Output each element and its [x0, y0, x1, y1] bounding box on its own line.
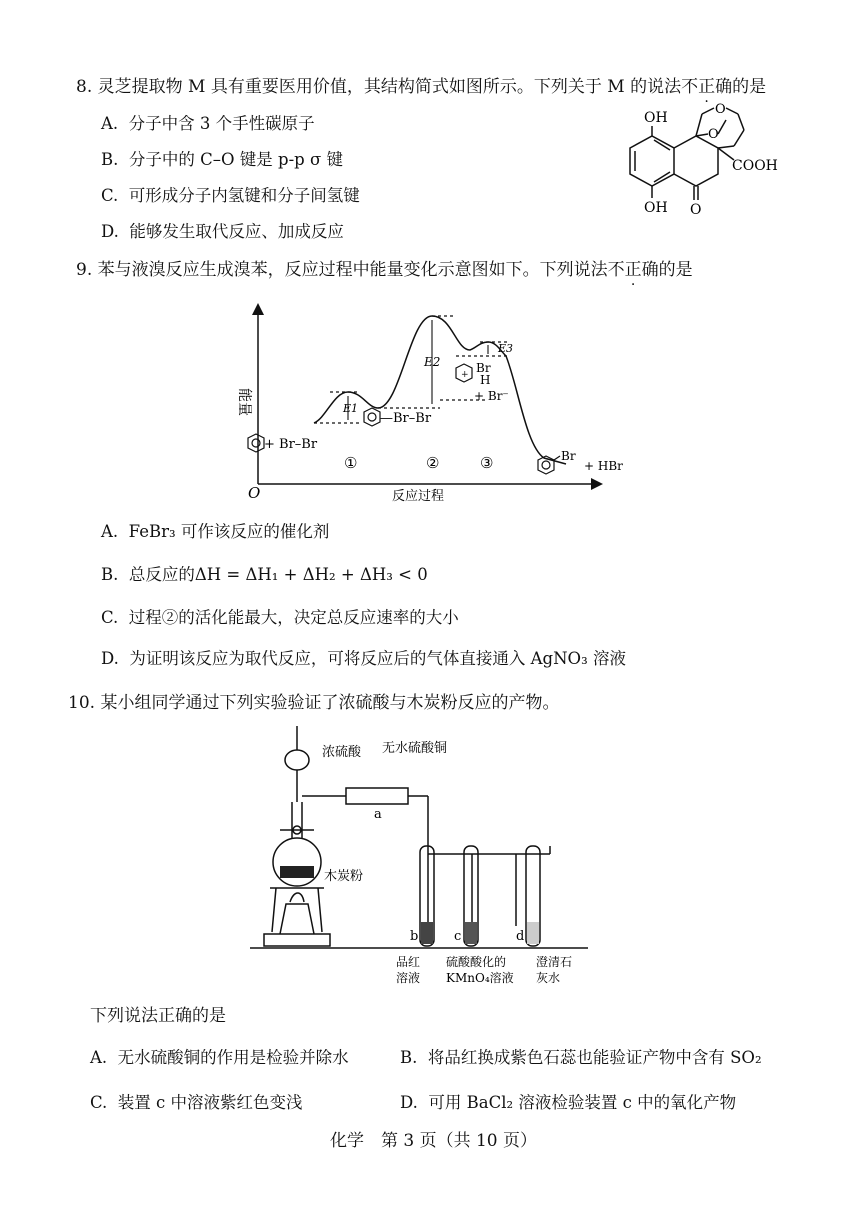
q8-option-b[interactable]	[101, 149, 343, 171]
d-reagent-line1: 澄清石	[536, 955, 573, 969]
step-2-label: ②	[426, 454, 440, 472]
apparatus-figure	[250, 726, 610, 996]
liquid-c	[465, 922, 477, 944]
option-text: 无水硫酸铜的作用是检验并除水	[117, 1048, 349, 1067]
c-reagent-line1: 硫酸酸化的	[446, 955, 507, 969]
benzene-reactant-icon	[248, 434, 264, 452]
q10-option-b[interactable]	[400, 1047, 762, 1069]
option-text: 装置 c 中溶液紫红色变浅	[117, 1093, 303, 1112]
q9-option-a[interactable]	[101, 521, 329, 543]
svg-text:+: +	[461, 370, 469, 380]
sigma-complex-icon	[456, 364, 472, 382]
carbon-label: 木炭粉	[324, 869, 364, 884]
question-text: 某小组同学通过下列实验验证了浓硫酸与木炭粉反应的产物。	[100, 693, 560, 713]
option-key: D.	[101, 222, 119, 241]
cuso4-label: 无水硫酸铜	[382, 741, 448, 756]
oh-bottom-label: OH	[644, 200, 668, 216]
label-a: a	[374, 807, 382, 822]
question-9-stem	[76, 259, 693, 281]
e3-label: E3	[498, 342, 514, 355]
option-text: 分子中含 3 个手性碳原子	[128, 114, 315, 133]
q10-option-d[interactable]	[400, 1092, 736, 1114]
liquid-b	[421, 922, 433, 944]
b-reagent-line1: 品红	[396, 955, 421, 969]
option-key: C.	[101, 186, 119, 205]
option-key: B.	[400, 1048, 418, 1067]
q9-option-d[interactable]	[101, 648, 626, 670]
liquid-d	[527, 922, 539, 944]
ring-o-label: O	[715, 102, 726, 117]
q8-option-c[interactable]	[101, 185, 360, 207]
e2-label: E2	[424, 355, 441, 369]
d-reagent-line2: 灰水	[536, 971, 561, 985]
x-axis-label: 反应过程	[392, 489, 445, 504]
product-hbr-label: + HBr	[584, 459, 623, 473]
benzene-complex-icon	[364, 408, 380, 426]
reactants-label: + Br–Br	[264, 437, 318, 452]
question-text: 灵芝提取物 M 具有重要医用价值，其结构简式如图所示。下列关于 M 的说法	[97, 77, 682, 97]
intermediate-1-label: —Br–Br	[380, 411, 432, 426]
ketone-o-label: O	[690, 202, 702, 218]
intermediate-2-ion: + Br⁻	[474, 389, 509, 403]
question-number: 8.	[76, 77, 93, 97]
option-key: D.	[101, 649, 119, 668]
product-br-label: Br	[561, 449, 576, 463]
y-axis-label: 能量	[236, 388, 252, 416]
option-text: 为证明该反应为取代反应，可将反应后的气体直接通入 AgNO₃ 溶液	[129, 649, 626, 668]
label-d: d	[516, 929, 525, 944]
question-number: 10.	[68, 693, 96, 713]
q10-option-a[interactable]	[90, 1047, 349, 1069]
carbon-powder	[280, 866, 314, 878]
option-text: 分子中的 C–O 键是 p-p σ 键	[128, 150, 343, 169]
q9-option-b[interactable]	[101, 564, 428, 586]
option-text: 将品红换成紫色石蕊也能验证产物中含有 SO₂	[427, 1048, 762, 1067]
option-text: FeBr₃ 可作该反应的催化剂	[128, 522, 330, 541]
b-reagent-line2: 溶液	[396, 971, 421, 985]
c-reagent-line2: KMnO₄溶液	[446, 971, 514, 985]
oh-top-label: OH	[644, 110, 668, 126]
bridge-o-label: O	[708, 127, 719, 142]
option-text: 总反应的ΔH = ΔH₁ + ΔH₂ + ΔH₃ < 0	[128, 565, 428, 584]
option-key: B.	[101, 150, 119, 169]
option-key: A.	[101, 114, 119, 133]
option-key: C.	[101, 608, 119, 627]
option-key: A.	[101, 522, 119, 541]
page-footer: 化学 第 3 页（共 10 页）	[329, 1131, 538, 1151]
option-text: 过程②的活化能最大，决定总反应速率的大小	[128, 608, 459, 627]
label-b: b	[410, 929, 419, 944]
option-text: 可用 BaCl₂ 溶液检验装置 c 中的氧化产物	[428, 1093, 737, 1112]
q8-option-a[interactable]	[101, 113, 315, 135]
q9-option-c[interactable]	[101, 607, 459, 629]
energy-diagram	[230, 296, 650, 506]
option-text: 可形成分子内氢键和分子间氢键	[128, 186, 360, 205]
option-key: C.	[90, 1093, 108, 1112]
intermediate-2-h: H	[480, 373, 491, 387]
step-1-label: ①	[344, 454, 358, 472]
question-tail: 的是	[732, 77, 767, 97]
question-text: 苯与液溴反应生成溴苯，反应过程中能量变化示意图如下。下列说法	[97, 260, 608, 280]
intermediate-2-br: Br	[476, 361, 491, 375]
origin-label: O	[248, 484, 261, 502]
question-tail: 的是	[658, 260, 693, 280]
emphasis-negation: 不正确	[607, 260, 659, 280]
label-c: c	[454, 929, 462, 944]
question-number: 9.	[76, 260, 93, 280]
question-8-stem	[76, 76, 766, 98]
structure-m-figure	[590, 100, 790, 240]
emphasis-negation: 不正确	[681, 77, 733, 97]
option-key: A.	[90, 1048, 108, 1067]
question-10-stem	[68, 692, 559, 714]
q10-option-c[interactable]	[90, 1092, 303, 1114]
step-3-label: ③	[480, 454, 494, 472]
e1-label: E1	[343, 402, 359, 415]
cooh-label: COOH	[732, 158, 778, 174]
option-key: B.	[101, 565, 119, 584]
option-text: 能够发生取代反应、加成反应	[129, 222, 344, 241]
q8-option-d[interactable]	[101, 221, 344, 243]
q10-prompt: 下列说法正确的是	[90, 1006, 226, 1026]
acid-label: 浓硫酸	[322, 745, 362, 760]
option-key: D.	[400, 1093, 418, 1112]
